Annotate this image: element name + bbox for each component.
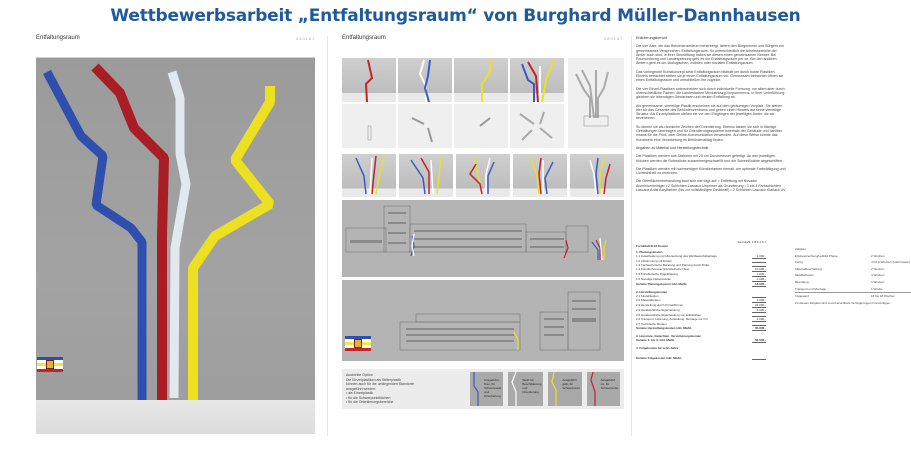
option-card-blue [470,372,503,406]
cost-section-title: 3. Honorare, Gutachten, Versicherungskosten [636,334,702,338]
plan-2 [398,104,452,148]
report-paragraph: Die Plastiken werden mit hochwertigen Künstlerfarben bemalt, um optimale Farbsättigung und Lichtechtheit zu erreichen. [636,166,786,176]
schedule-row: Transport und Montage 1 Woche [795,286,911,294]
sheet-1-label: Entfaltungsraum [36,35,80,41]
schedule [795,246,911,306]
option-card-text: Weiß für Beschilderung und Orientierung [522,378,542,394]
cost-section-title: 1. Planungskosten [636,250,663,254]
plan-3 [454,104,508,148]
kennzahl: Kennzahl: 2 8 0 1 6 7 [737,240,766,244]
explanatory-report [626,36,911,196]
sculpture-photo [36,58,315,434]
cost-line: 1.5 Künstlerische Projektleitung 1.000,- [636,272,766,276]
report-paragraph: Die vier Äste, die das Behördenzentrum beherbergt, liefern den Bürgerinnen und Bürgern ein gemeinsames Versprechen: Entfaltungsraum. So unterschiedlich die Arbeitsbereiche der Ämter auch sind, in ihrer Sinnstiftung haben sie diesen einen gemeinsamen Nenner. Bei Raumordnung und Landesplanung geht es um Entfaltungsraum per se. Bei den anderen Ämtern geht es um ökologischen, mobilen oder sozialen Entfaltungsraum. [636,44,784,66]
schedule-row: Insgesamt 16 bis 18 Wochen [795,294,895,299]
schedule-heading: Zeitplan [795,247,806,251]
cost-line: 2.1 Modellkosten [636,294,766,298]
cost-line: 2.7 Technische Medien [636,322,766,326]
view-4 [513,154,567,197]
cost-section-title: 2. Herstellungskosten [636,290,668,294]
cost-line: 1.4 Künstlerhonorar (künstlerische Idee) 10.000,- [636,267,766,271]
cost-sum: Summe Herstellungskosten inkl. MwSt. 35.000,- [636,326,766,330]
building-elevation-icon [342,280,624,361]
cost-line: 2.5 Handwerkliche Eigenleistung von Hilfskräften [636,313,766,317]
schedule-row: Erstbesprechung/Leitbild Phase 2 Wochen [795,253,885,258]
option-text [346,373,427,405]
report-paragraph: Als gemeinsame, vierteilige Plastik erscheinen sie auf dem geräumigen Vorplatz. Sie stehen hier für das Gesamte des Behördenzentrums und geben einen Hinweis auf seine vierteilige Struktur. Als Einzelplastiken stehen sie vor den Eingängen der jeweiligen Ämter, die sie bezeichnen. [636,103,783,121]
report-subheading: Angaben zu Material und Herstellungstechnik [636,145,709,150]
schedule-note: Zu diesem Zeitplan sind unvorhersehbare Verzögerungen hinzuzufügen. [795,300,892,305]
cost-line: 2.4 Handwerkliche Eigenleistung 5.000,- [636,308,766,312]
option-strip [342,369,624,409]
sheet-divider [327,36,328,436]
view-5 [570,154,624,197]
model-photo-blue-white [398,58,452,102]
report-heading: Erläuterungsbericht [636,36,668,40]
building-elevation-icon [342,200,624,277]
report-paragraph: Die vier Einzel-Plastiken unterscheiden sich durch individuelle Formung, vor allem aber durch unterschiedliche Farben: die Landesfarben Mecklenburg-Vorpommerns. In ihrer Unterführung gleichen sie lebendigen Gewächsen und deuten Entfaltung an. [636,86,785,100]
mv-flag-icon [345,336,371,351]
schedule-row: Fertig 4 bis 6 Wochen (Lieferzeiten) [795,260,910,265]
view-3 [456,154,510,197]
view-1 [342,154,396,197]
model-photo-group [510,58,564,102]
cost-line: 1.1 Ausarbeitung und Übersetzung des Wettbewerbsbeitrags 1.000,- [636,254,766,258]
page-title: Wettbewerbsarbeit „Entfaltungsraum“ von Burghard Müller-Dannhausen [110,6,801,26]
model-photo-red [342,58,396,102]
report-paragraph: Die Oberflächenbehandlung baut sich wie folgt auf: • Entfettung mit Novadur Aluminiumreiniger • 2 Schichten Lascaux Unprimer als Grundierung • 3 bis 4 Farbschichten Lascaux Artist Acrylfarben (bis zur vollständigen Deckkraft) • 2 Schichten Lascaux Klarlack UV [636,179,786,193]
option-card-text: Ausgeführt gelb, für Schwerpunkt [562,378,580,390]
option-card-yellow [548,372,581,406]
foundation-section [568,58,624,148]
floor [36,400,315,434]
cost-section-title: 4. Folgekosten für zehn Jahre [636,346,679,350]
sheet-2-code: 280167 [604,36,624,41]
option-heading: Ausbleibe Option [346,373,373,378]
cost-line: 2.6 Transport, Lieferung, Aufstellung, Montage vor Ort 4.000,- [636,317,766,321]
plan-1 [342,104,396,148]
cost-line: 2.3 Herstellung durch Firma/Firmen 24.000,- [636,303,766,307]
option-line: können auch für die umliegenden Standorte [346,382,414,387]
sheet-2 [342,58,624,409]
option-line: • für die Orientierungsbereiche [346,400,394,405]
schedule-row: Metallarbeiten 4 Wochen [795,273,885,278]
view-2 [399,154,453,197]
elevation-north [342,200,624,277]
option-line: • für die Schwerpunktflächen [346,395,391,400]
sheet-1-code: 280167 [296,36,316,41]
cost-line: 1.3 Fachtechnische Beratung und Planung durch Dritte [636,263,766,267]
option-card-red [587,372,620,406]
model-photo-yellow [454,58,508,102]
cost-line: 2.2 Materialkosten 2.000,- [636,298,766,302]
option-card-text: Ausgeführt rot, für Schwerpunkt [600,378,619,390]
option-line: ausgeführt werden: [346,386,376,391]
cost-sum: Summe Planungskosten inkl. MwSt. 13.000,- [636,282,766,286]
option-card-text: Ausgeführt blau, für Schwerpunkt und Orientierung [484,378,502,398]
cost-line: 1.2 Abstimmung mit Dritten [636,259,766,263]
option-card-white [508,372,543,406]
schedule-row: Bemalung 3 Wochen [795,279,885,284]
option-line: Die Einzelplastiken als Stifterplastik [346,377,402,382]
cost-sum: Summe 1. bis 3. inkl. MwSt. 50.000,- [636,338,766,342]
mv-flag-icon [37,357,63,372]
report-paragraph: Die Plastiken werden aus Stahlrohr mit 20 cm Durchmesser gefertigt. An den jeweiligen Knicken werden die Rohrstücke zusammengeschweißt und die Schweißnähte abgeschliffen. [636,154,783,163]
cost-heading: Formblatt B 03 Kosten [636,244,669,248]
option-line: • als Einzelplastik [346,391,374,396]
sheet-2-label: Entfaltungsraum [342,35,386,41]
report-paragraph: So dienen sie als räumliche Zeichen der Orientierung. Ebenso lassen sie sich in flächige Gestaltungen übertragen und für Orientierungssysteme innerhalb der Gebäude und darüber hinaus für die Print- oder Online-Kommunikation verwenden. Auf diese Weise könnte das Kunstwerk eine Verankerung im Behördenalltag finden. [636,124,783,142]
plan-4 [510,104,564,148]
cost-line: 1.6 Sonstige Nebenkosten 1.000,- [636,277,766,281]
report-paragraph: Das vorliegende Kunstkonzept setzt Entfaltungsraum bildhaft um durch bunte Plastiken. Einzeln betrachtet stellen sie je einen Entfaltungsraum vor. Gemeinsam betrachtet öffnen sie einen Entfaltungsraum und umschließen ihn zugleich. [636,69,784,83]
schedule-row: Materialbeschaffung 2 Wochen [795,266,885,271]
cost-sum: Summe Folgekosten inkl. MwSt. [636,356,766,360]
cost-form [636,240,766,360]
sculpture-icon [36,58,315,434]
elevation-east [342,280,624,361]
